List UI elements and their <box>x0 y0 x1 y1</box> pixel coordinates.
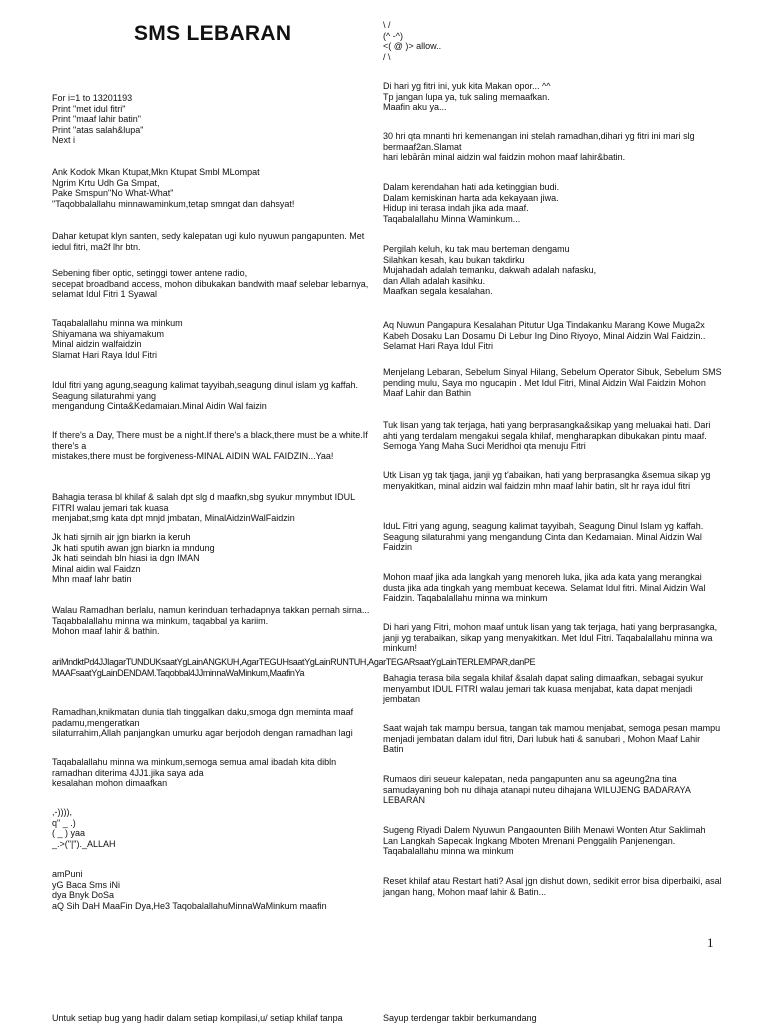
ascii-art: ,-)))), q" _ .) ( _ ) yaa _.>("|")._ALLAH <box>52 807 116 849</box>
ascii-art: \ / (^ -^) <( @ )> allow.. / \ <box>383 20 442 62</box>
sms-message: Rumaos diri seueur kalepatan, neda pangapunten anu sa ageung2na tina samudayaning boh nu dihaja atanapi nuteu dihajana WILUJENG BADARAYA LEBARAN <box>383 774 693 806</box>
sms-message: Menjelang Lebaran, Sebelum Sinyal Hilang, Sebelum Operator Sibuk, Sebelum SMS pending mulu, Saya mo ngucapin . Met Idul Fitri, Minal Aidzin Wal Faidzin Mohon Maaf Lahir dan Bathin <box>383 367 725 399</box>
sms-message: Dalam kerendahan hati ada ketinggian budi. Dalam kemiskinan harta ada kekayaan jiwa. Hidup ini terasa indah jika ada maaf. Taqabalallahu Minna Waminkum... <box>383 182 560 224</box>
sms-message: Sugeng Riyadi Dalem Nyuwun Pangaounten Bilih Menawi Wonten Atur Saklimah Lan Langkah Sapecak Ingkang Mboten Mrenani Penggalih Panjenengan. Taqabalallahu minna wa minkum <box>383 825 709 857</box>
sms-message: Ramadhan,knikmatan dunia tlah tinggalkan daku,smoga dgn meminta maaf padamu,mengeratkan silaturrahim,Allah panjangkan umurku agar berjodoh dengan ramadhan lagi <box>52 707 354 739</box>
sms-message: Sebening fiber optic, setinggi tower antene radio, secepat broadband access, mohon dibukakan bandwith maaf selebar lebarnya, selamat Idul Fitri 1 Syawal <box>52 268 369 300</box>
sms-message: Di hari yang Fitri, mohon maaf untuk lisan yang tak terjaga, hati yang berprasangka, janji yg terabaikan, sikap yang menyakitkan. Met Idul Fitri. Taqabalallahu minna wa minkum! <box>383 622 720 654</box>
sms-message: Jk hati sjrnih air jgn biarkn ia keruh Jk hati sputih awan jgn biarkn ia mndung Jk hati seindah bln hiasi ia dgn IMAN Minal aidin wal Faidzn Mhn maaf lahr batin <box>52 532 215 585</box>
sms-message: 30 hri qta mnanti hri kemenangan ini stelah ramadhan,dihari yg fitri ini mari slg bermaaf2an.Slamat hari lebārān minal aidzin wal faidzin mohon maaf lahir&batin. <box>383 131 695 163</box>
sms-message: Utk Lisan yg tak tjaga, janji yg t'abaikan, hati yang berprasangka &semua sikap yg menyakitkan, minal aidzin wal faidzin mhn maaf lahir batin, slt hr raya idul fitri <box>383 470 713 491</box>
sms-message: Mohon maaf jika ada langkah yang menoreh luka, jika ada kata yang merangkai dusta jika ada tingkah yang membuat kecewa. Selamat Idul fitri. Minal Aidzin Wal Faidzin. Taqabalallahu minna wa minkum <box>383 572 708 604</box>
sms-message: ariMndktPd4JJIagarTUNDUKsaatYgLainANGKUH,AgarTEGUHsaatYgLainRUNTUH,AgarTEGARsaatYgLainTERLEMPAR,danPE MAAFsaatYgLainDENDAM.Taqobbal4JJminnaWaMinkum,MaafinYa <box>52 657 536 678</box>
next-page-left-text: Untuk setiap bug yang hadir dalam setiap kompilasi,u/ setiap khilaf tanpa <box>52 1013 343 1023</box>
sms-message: Aq Nuwun Pangapura Kesalahan Pitutur Uga Tindakanku Marang Kowe Muga2x Kabeh Dosaku Lan Dosamu Di Lebur Ing Dino Riyoyo, Minal Aidzin Wal Faidzin.. Selamat Hari Raya Idul Fitri <box>383 320 708 352</box>
sms-message: Walau Ramadhan berlalu, namun kerinduan terhadapnya takkan pernah sirna... Taqabbalallahu minna wa minkum, taqabbal ya kariim. Mohon maaf lahir & bathin. <box>52 605 370 637</box>
sms-message: Idul fitri yang agung,seagung kalimat tayyibah,seagung dinul islam yg kaffah. Seagung silaturahmi yang mengandung Cinta&Kedamaian.Minal Aidin Wal faizin <box>52 380 359 412</box>
sms-message: Reset khilaf atau Restart hati? Asal jgn dishut down, sedikit error bisa diperbaiki, asal jangan hang, Mohon maaf lahir & Batin... <box>383 876 725 897</box>
sms-message: Ank Kodok Mkan Ktupat,Mkn Ktupat Smbl MLompat Ngrim Krtu Udh Ga Smpat, Pake Smspun"No What-What" "Taqobbalallahu minnawaminkum,tetap smngat dan dahsyat! <box>52 167 295 209</box>
sms-message: Bahagia terasa bila segala khilaf &salah dapat saling dimaafkan, sebagai syukur menyambut IDUL FITRI walau jemari tak kuasa menjabat, kata dapat menjadi jembatan <box>383 673 706 705</box>
sms-message: Taqabalallahu minna wa minkum,semoga semua amal ibadah kita dibln ramadhan diterima 4JJ1.jika saya ada kesalahan mohon dimaafkan <box>52 757 337 789</box>
sms-message: Saat wajah tak mampu bersua, tangan tak mamou menjabat, semoga pesan mampu menjadi jembatan dalam idul fitri, Dari lubuk hati & sanubari , Mohon Maaf Lahir Batin <box>383 723 723 755</box>
sms-message: For i=1 to 13201193 Print "met idul fitri" Print "maaf lahir batin" Print "atas salah&lupa" Next i <box>52 93 144 146</box>
sms-message: Tuk lisan yang tak terjaga, hati yang berprasangka&sikap yang meluakai hati. Dari ahti yang terdalam mengakui segala khilaf, mengharapkan dibukakan pintu maaf. Semoga Yang Maha Suci Meridhoi qta menuju Fitri <box>383 420 713 452</box>
sms-message: Dahar ketupat klyn santen, sedy kalepatan ugi kulo nyuwun pangapunten. Met iedul fitri, ma2f lhr btn. <box>52 231 367 252</box>
sms-message: amPuni yG Baca Sms iNi dya Bnyk DoSa aQ Sih DaH MaaFin Dya,He3 TaqobalallahuMinnaWaMinkum maafin <box>52 869 327 911</box>
sms-message: If there's a Day, There must be a night.If there's a black,there must be a white.If there's a mistakes,there must be forgiveness-MINAL AIDIN WAL FAIDZIN...Yaa! <box>52 430 368 462</box>
next-page-right-text: Sayup terdengar takbir berkumandang <box>383 1013 537 1023</box>
page-number: 1 <box>707 935 714 950</box>
page-title: SMS LEBARAN <box>134 22 292 45</box>
sms-message: Pergilah keluh, ku tak mau berteman dengamu Silahkan kesah, kau bukan takdirku Mujahadah adalah temanku, dakwah adalah nafasku, dan Allah adalah kasihku. Maafkan segala kesalahan. <box>383 244 597 297</box>
sms-message: Taqabalallahu minna wa minkum Shiyamana wa shiyamakum Minal aidzin walfaidzin Slamat Hari Raya Idul Fitri <box>52 318 183 360</box>
sms-message: Bahagia terasa bl khilaf & salah dpt slg d maafkn,sbg syukur mnymbut IDUL FITRI walau jemari tak kuasa menjabat,smg kata dpt mnjd jmbatan, MinalAidzinWalFaidzin <box>52 492 355 524</box>
sms-message: Di hari yg fitri ini, yuk kita Makan opor... ^^ Tp jangan lupa ya, tuk saling memaafkan. Maafin aku ya... <box>383 81 551 113</box>
sms-message: IduL Fitri yang agung, seagung kalimat tayyibah, Seagung Dinul Islam yg kaffah. Seagung silaturahmi yang mengandung Cinta dan Kedamaian. Minal Aidzin Wal Faidzin <box>383 521 706 553</box>
